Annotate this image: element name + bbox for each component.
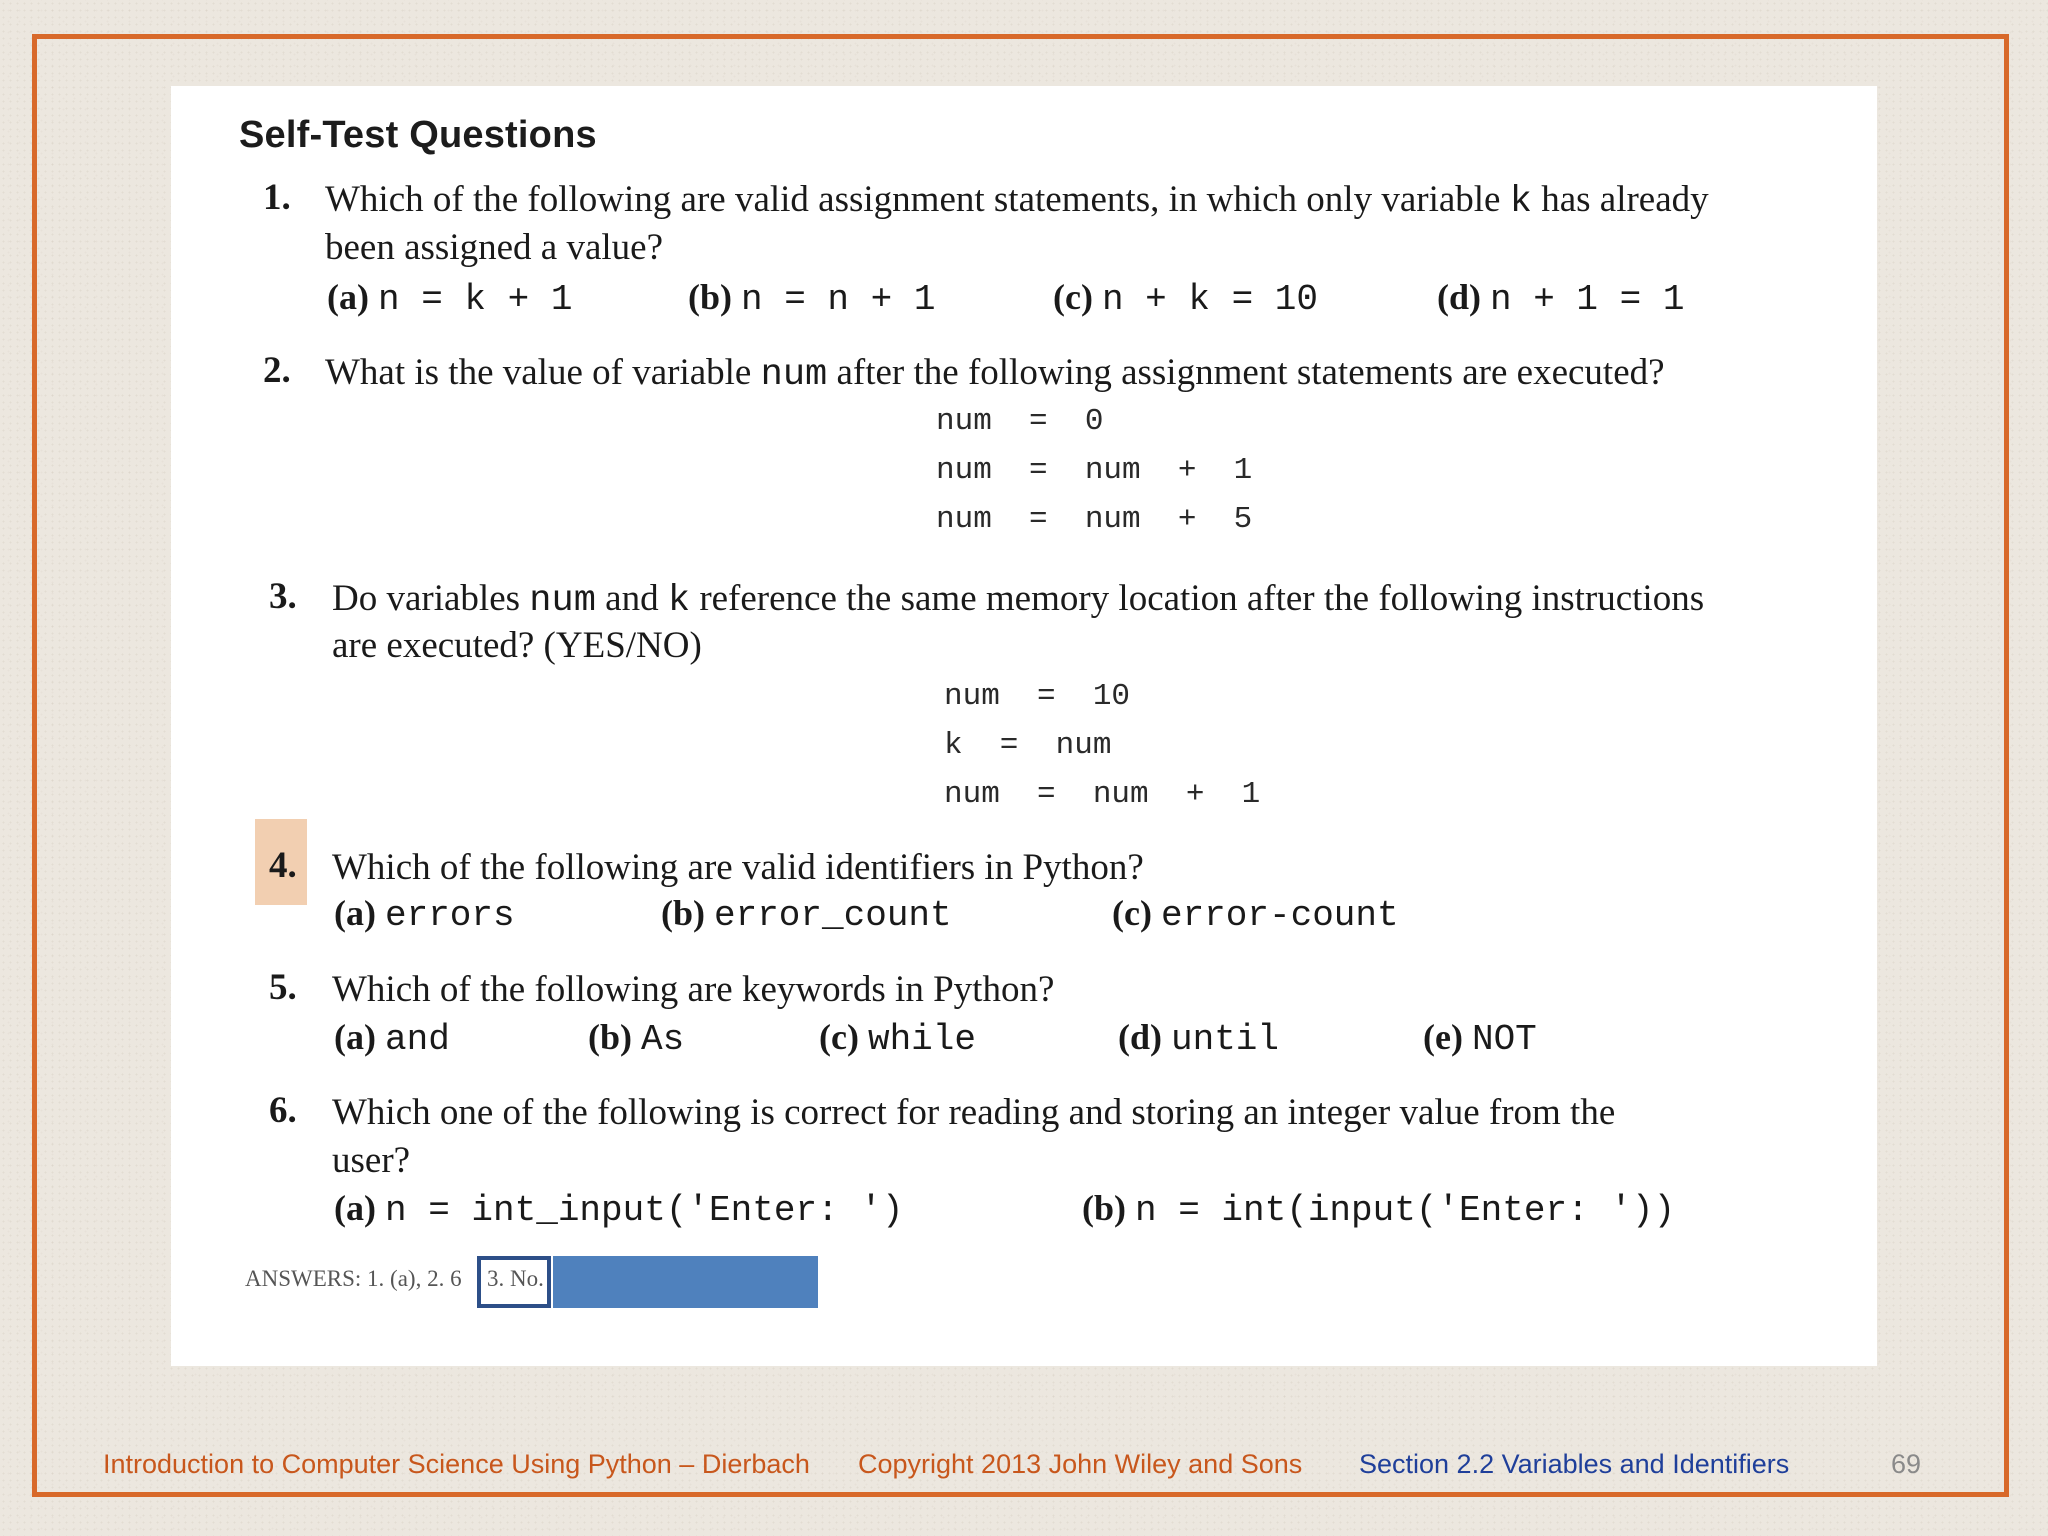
question-5-number: 5. bbox=[269, 967, 297, 1008]
footer-book-title: Introduction to Computer Science Using Python – Dierbach bbox=[103, 1449, 810, 1479]
question-3-code-num: num bbox=[529, 580, 596, 622]
question-3-number: 3. bbox=[269, 576, 297, 617]
question-2-text-part: What is the value of variable bbox=[325, 352, 761, 393]
question-6-option-b: (b) n = int(input('Enter: ')) bbox=[1082, 1188, 1676, 1231]
question-3-text bbox=[332, 575, 1704, 625]
question-4-option-b: (b) error_count bbox=[661, 893, 952, 936]
page-heading: Self-Test Questions bbox=[239, 114, 597, 156]
question-3-text-part: reference the same memory location after the following instructions bbox=[690, 578, 1705, 619]
question-6-option-a: (a) n = int_input('Enter: ') bbox=[334, 1188, 904, 1231]
question-1-code-k: k bbox=[1509, 181, 1532, 223]
question-5-option-b: (b) As bbox=[588, 1017, 685, 1060]
question-1-text-line2: been assigned a value? bbox=[325, 227, 663, 268]
answers-cover-bar bbox=[553, 1256, 818, 1308]
question-6-text: Which one of the following is correct for reading and storing an integer value from the bbox=[332, 1092, 1616, 1133]
question-4-option-a: (a) errors bbox=[334, 893, 515, 936]
question-6-number: 6. bbox=[269, 1090, 297, 1131]
question-3-code-line: num = num + 1 bbox=[944, 777, 1261, 812]
answers-text: ANSWERS: 1. (a), 2. 6 bbox=[245, 1266, 462, 1291]
question-6-text-line2: user? bbox=[332, 1140, 411, 1181]
question-4-number: 4. bbox=[269, 845, 297, 886]
question-2-code-line: num = 0 bbox=[936, 404, 1104, 439]
question-3-code-k: k bbox=[667, 580, 691, 622]
question-1-option-c: (c) n + k = 10 bbox=[1053, 277, 1319, 320]
question-2-text-part: after the following assignment statements are executed? bbox=[827, 352, 1665, 393]
footer-section: Section 2.2 Variables and Identifiers bbox=[1359, 1449, 1790, 1479]
answers-boxed-text: 3. No. bbox=[487, 1266, 544, 1291]
question-5-text: Which of the following are keywords in Python? bbox=[332, 969, 1055, 1010]
question-5-option-a: (a) and bbox=[334, 1017, 450, 1060]
question-2-code-num: num bbox=[760, 354, 828, 396]
question-3-text-part: Do variables bbox=[332, 578, 530, 619]
question-2-text bbox=[325, 349, 1665, 399]
question-2-code-line: num = num + 5 bbox=[936, 502, 1253, 537]
question-2-code-line: num = num + 1 bbox=[936, 453, 1253, 488]
question-1-text-part: has already bbox=[1531, 179, 1709, 220]
footer-copyright: Copyright 2013 John Wiley and Sons bbox=[858, 1449, 1303, 1479]
question-1-option-d: (d) n + 1 = 1 bbox=[1437, 277, 1685, 320]
question-5-option-c: (c) while bbox=[819, 1017, 976, 1060]
question-1-number: 1. bbox=[263, 177, 291, 218]
slide-page-number: 69 bbox=[1891, 1449, 1922, 1479]
question-5-option-e: (e) NOT bbox=[1423, 1017, 1537, 1060]
question-2-number: 2. bbox=[263, 350, 291, 391]
question-5-option-d: (d) until bbox=[1118, 1017, 1280, 1060]
question-4-option-c: (c) error-count bbox=[1112, 893, 1399, 936]
question-3-text-part: and bbox=[595, 578, 668, 619]
question-1-text bbox=[325, 176, 1709, 226]
question-3-code-line: num = 10 bbox=[944, 679, 1131, 714]
question-3-text-line2: are executed? (YES/NO) bbox=[332, 625, 702, 666]
question-3-code-line: k = num bbox=[944, 728, 1112, 763]
question-1-option-b: (b) n = n + 1 bbox=[688, 277, 936, 320]
question-1-text-part: Which of the following are valid assignment statements, in which only variable bbox=[325, 179, 1510, 220]
question-4-text: Which of the following are valid identifiers in Python? bbox=[332, 847, 1144, 888]
question-1-option-a: (a) n = k + 1 bbox=[327, 277, 573, 320]
